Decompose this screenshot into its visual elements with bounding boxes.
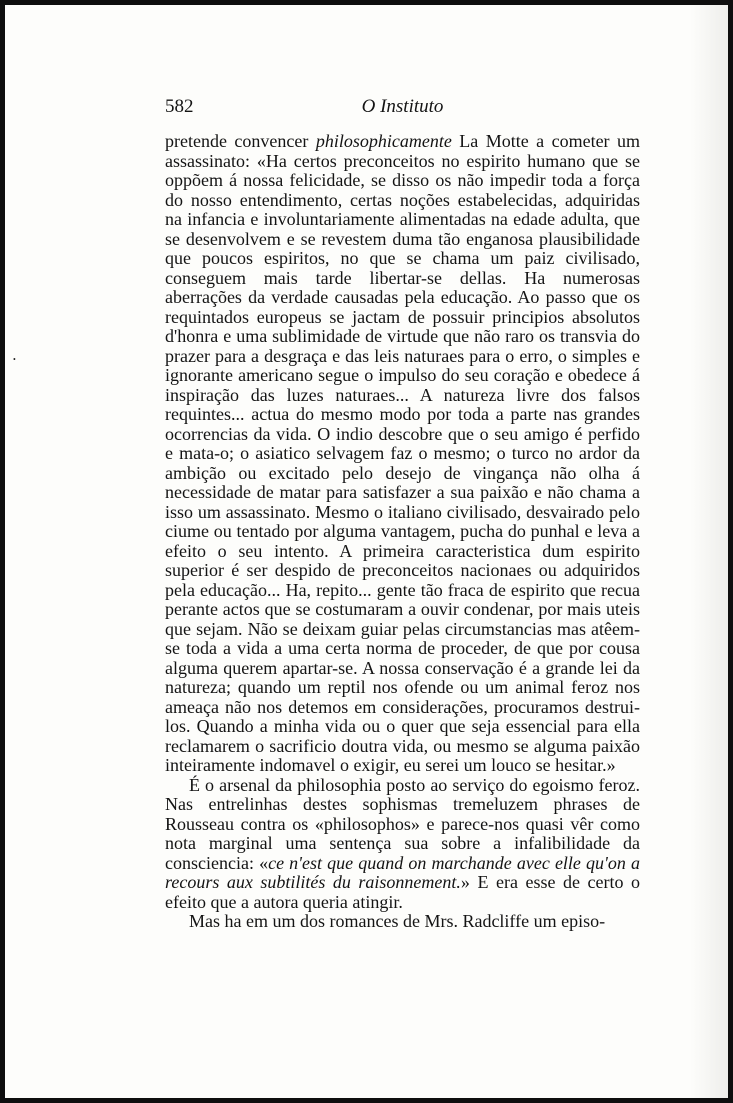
text-run: pretende convencer [165, 131, 316, 151]
paragraph [165, 132, 640, 776]
paragraph [165, 776, 640, 913]
running-title: O Instituto [361, 96, 444, 117]
margin-mark: • [13, 355, 16, 364]
text-run: É o arsenal da philosophia posto ao serviço do egoismo feroz. Nas entrelinhas destes sophismas tremeluzem phrases de Rousseau contra os «philosophos» e parece-nos quasi vêr como nota marginal uma sentença sua sobre a infalibilidade da consciencia: « [165, 774, 640, 873]
text-run: Mas ha em um dos romances de Mrs. Radcliffe um episo- [189, 911, 606, 931]
paragraph [165, 912, 640, 932]
page-header [165, 96, 640, 120]
text-run: » E era esse de certo o efeito que a autora queria atingir. [165, 872, 641, 912]
page-number: 582 [165, 96, 194, 117]
body-text [165, 132, 640, 932]
italic-phrase: philosophicamente [315, 131, 452, 151]
italic-phrase: ce n'est que quand on marchande avec elle qu'on a recours aux subtilités du raisonnement. [165, 852, 640, 892]
page-edge-shade [690, 5, 728, 1098]
text-run: La Motte a cometer um assassinato: «Ha certos preconceitos no espirito humano que se oppõem á nossa felicidade, se disso os não impedir toda a força do nosso entendimento, certas noções estabelecidas, adquiridas na infancia e involuntariamente alimentadas na edade adulta, que se desenvolvem e se revestem duma tão enganosa plausibilidade que poucos espiritos, no que se chama um paiz civilisado, conseguem mais tarde libertar-se dellas. Ha numerosas aberrações da verdade causadas pela educação. Ao passo que os requintados europeus se jactam de possuir principios absolutos d'honra e uma sublimidade de virtude que não raro os transvia do prazer para a desgraça e das leis naturaes para o erro, o simples e ignorante americano segue o impulso do seu coração e obedece á inspiração das luzes naturaes... A natureza livre dos falsos requintes... actua do mesmo modo por toda a parte nas grandes ocorrencias da vida. O indio descobre que o seu amigo é perfido e mata-o; o asiatico selvagem faz o mesmo; o turco no ardor da ambição ou excitado pelo desejo de vingança não olha á necessidade de matar para satisfazer a sua paixão e não chama a isso um assassinato. Mesmo o italiano civilisado, desvairado pelo ciume ou tentado por alguma vantagem, pucha do punhal e leva a efeito o seu intento. A primeira caracteristica dum espirito superior é ser despido de preconceitos nacionaes ou adquiridos pela educação... Ha, repito... gente tão fraca de espirito que recua perante actos que se costumaram a ouvir condenar, por mais uteis que sejam. Não se deixam guiar pelas circumstancias mas atêem-se toda a vida a uma certa norma de proceder, de que por cousa alguma querem apartar-se. A nossa conservação é a grande lei da natureza; quando um reptil nos ofende ou um animal feroz nos ameaça não nos detemos em considerações, procuramos destrui-los. Quando a minha vida ou o quer que seja essencial para ella reclamarem o sacrificio doutra vida, ou mesmo se alguma paixão inteiramente indomavel o exigir, eu serei um louco se hesitar.» [165, 131, 641, 775]
